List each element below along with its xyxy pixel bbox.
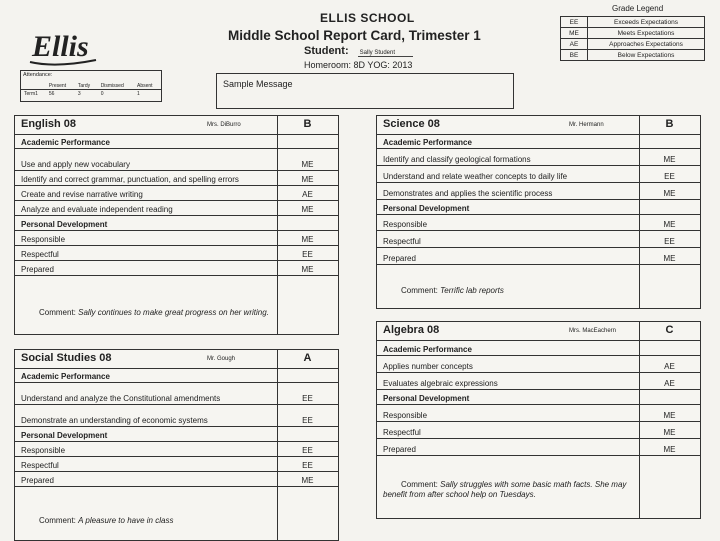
attendance-value-row	[21, 90, 161, 98]
legend-code: AE	[561, 39, 588, 50]
table-row	[15, 245, 338, 261]
section-title: Academic Performance	[383, 138, 472, 147]
legend-code: BE	[561, 50, 588, 61]
section-title: Personal Development	[383, 204, 470, 213]
table-row	[377, 148, 700, 166]
skill-description: Understand and analyze the Constitutional amendments	[21, 394, 221, 403]
report-card-title: Middle School Report Card, Trimester 1	[228, 28, 481, 43]
school-logo	[26, 22, 126, 70]
skill-grade: EE	[664, 237, 675, 246]
homeroom-info: Homeroom: 8D YOG: 2013	[304, 60, 413, 70]
skill-description: Use and apply new vocabulary	[21, 160, 130, 169]
table-row	[15, 382, 338, 405]
legend-description: Below Expectations	[588, 50, 705, 61]
subject-name: English 08	[21, 118, 77, 130]
skill-grade: EE	[302, 446, 313, 455]
subject-header	[15, 116, 338, 135]
legend-code: EE	[561, 17, 588, 28]
table-row	[15, 471, 338, 487]
teacher-name: Mrs. MacEachern	[569, 328, 617, 334]
teacher-comment	[383, 480, 646, 500]
subject-header	[377, 116, 700, 135]
skill-description: Respectful	[383, 428, 421, 437]
legend-code: ME	[561, 28, 588, 39]
table-row	[15, 230, 338, 246]
skill-grade: ME	[301, 476, 314, 485]
table-row	[15, 441, 338, 457]
skill-description: Prepared	[21, 476, 54, 485]
teacher-name: Mrs. DiBurro	[207, 122, 241, 128]
skill-grade: ME	[663, 155, 676, 164]
table-row	[377, 230, 700, 248]
table-row	[15, 404, 338, 427]
legend-row	[561, 39, 705, 50]
attendance-value-cell: Term1	[21, 90, 46, 98]
section-header	[15, 215, 338, 231]
teacher-name: Mr. Gough	[207, 356, 236, 362]
legend-row	[561, 50, 705, 61]
subject-panel-social-studies-08	[14, 349, 339, 541]
table-row	[377, 372, 700, 390]
skill-grade: ME	[663, 445, 676, 454]
section-header	[15, 135, 338, 149]
skill-description: Responsible	[383, 411, 428, 420]
student-line	[304, 45, 413, 57]
table-row	[377, 247, 700, 265]
skill-grade: ME	[663, 428, 676, 437]
skill-description: Demonstrate an understanding of economic systems	[21, 416, 208, 425]
comment-label: Comment:	[39, 516, 79, 525]
attendance-header-cell: Present	[48, 82, 67, 89]
attendance-box	[20, 70, 162, 102]
table-row	[377, 404, 700, 422]
skill-description: Evaluates algebraic expressions	[383, 379, 498, 388]
legend-row	[561, 17, 705, 28]
skill-description: Create and revise narrative writing	[21, 190, 143, 199]
skill-description: Respectful	[21, 461, 59, 470]
message-box	[216, 73, 514, 109]
skill-grade: ME	[663, 220, 676, 229]
legend-title: Grade Legend	[612, 4, 664, 13]
subject-name: Algebra 08	[383, 324, 440, 336]
legend-description: Meets Expectations	[588, 28, 705, 39]
skill-grade: ME	[301, 235, 314, 244]
skill-description: Responsible	[383, 220, 428, 229]
comment-label: Comment:	[39, 308, 79, 317]
skill-description: Respectful	[21, 250, 59, 259]
skill-grade: EE	[302, 250, 313, 259]
legend-row	[561, 28, 705, 39]
attendance-value-cell: 3	[75, 90, 98, 98]
skill-description: Prepared	[383, 445, 416, 454]
skill-grade: ME	[301, 205, 314, 214]
student-name: Sally Student	[358, 50, 413, 57]
overall-grade: C	[665, 324, 674, 336]
comment-label: Comment:	[401, 480, 441, 489]
skill-grade: ME	[301, 265, 314, 274]
section-header	[15, 426, 338, 442]
table-row	[15, 185, 338, 201]
table-row	[377, 421, 700, 439]
skill-grade: AE	[664, 379, 675, 388]
skill-grade: ME	[663, 189, 676, 198]
skill-description: Understand and relate weather concepts to daily life	[383, 172, 568, 181]
attendance-header-cell: Dismissed	[100, 82, 124, 89]
table-row	[377, 438, 700, 456]
subject-panel-english-08	[14, 115, 339, 335]
school-name: ELLIS SCHOOL	[320, 11, 415, 25]
section-header	[15, 369, 338, 383]
subject-panel-algebra-08	[376, 321, 701, 519]
skill-grade: ME	[301, 175, 314, 184]
comment-label: Comment:	[401, 286, 441, 295]
skill-description: Applies number concepts	[383, 362, 473, 371]
section-title: Personal Development	[383, 394, 470, 403]
legend-description: Exceeds Expectations	[588, 17, 705, 28]
teacher-comment	[383, 286, 646, 296]
skill-grade: ME	[663, 411, 676, 420]
attendance-value-cell: 1	[134, 90, 161, 98]
skill-grade: AE	[664, 362, 675, 371]
skill-description: Responsible	[21, 235, 66, 244]
skill-description: Analyze and evaluate independent reading	[21, 205, 173, 214]
overall-grade: B	[665, 118, 674, 130]
section-header	[377, 389, 700, 405]
attendance-header-cell: Tardy	[77, 82, 91, 89]
table-row	[15, 148, 338, 171]
attendance-header-cell	[21, 82, 46, 90]
section-header	[377, 135, 700, 149]
attendance-value-cell: 0	[98, 90, 134, 98]
subject-name: Social Studies 08	[21, 352, 112, 364]
svg-text:Ellis: Ellis	[32, 30, 89, 63]
grade-legend	[560, 16, 705, 61]
table-row	[15, 170, 338, 186]
subject-panel-science-08	[376, 115, 701, 309]
student-label: Student:	[304, 45, 349, 57]
section-title: Personal Development	[21, 431, 108, 440]
table-row	[15, 456, 338, 472]
teacher-comment	[21, 308, 284, 318]
message-text: Sample Message	[223, 79, 293, 89]
comment-text: A pleasure to have in class	[78, 516, 174, 525]
skill-grade: ME	[301, 160, 314, 169]
table-row	[15, 200, 338, 216]
legend-description: Approaches Expectations	[588, 39, 705, 50]
skill-grade: EE	[302, 394, 313, 403]
skill-grade: EE	[664, 172, 675, 181]
skill-grade: EE	[302, 416, 313, 425]
overall-grade: B	[303, 118, 312, 130]
skill-grade: EE	[302, 461, 313, 470]
attendance-value-cell: 56	[46, 90, 75, 98]
skill-description: Prepared	[21, 265, 54, 274]
subject-header	[377, 322, 700, 341]
subject-name: Science 08	[383, 118, 440, 130]
skill-description: Identify and correct grammar, punctuation, and spelling errors	[21, 175, 239, 184]
table-row	[15, 260, 338, 276]
comment-text: Terrific lab reports	[440, 286, 504, 295]
teacher-comment	[21, 516, 284, 526]
overall-grade: A	[303, 352, 312, 364]
attendance-header-row	[21, 82, 161, 90]
attendance-label: Attendance:	[23, 72, 53, 78]
attendance-header-cell: Absent	[137, 82, 153, 89]
section-title: Academic Performance	[21, 372, 110, 381]
skill-description: Respectful	[383, 237, 421, 246]
comment-text: Sally struggles with some basic math facts. She may benefit from after school help on Tuesdays.	[383, 480, 627, 499]
table-row	[377, 182, 700, 200]
skill-grade: AE	[302, 190, 313, 199]
table-row	[377, 214, 700, 231]
teacher-name: Mr. Hermann	[569, 122, 604, 128]
table-row	[377, 355, 700, 373]
section-title: Academic Performance	[21, 138, 110, 147]
skill-description: Responsible	[21, 446, 66, 455]
table-row	[377, 165, 700, 183]
skill-description: Identify and classify geological formations	[383, 155, 531, 164]
section-title: Academic Performance	[383, 345, 472, 354]
skill-grade: ME	[663, 254, 676, 263]
comment-text: Sally continues to make great progress on her writing.	[78, 308, 269, 317]
section-title: Personal Development	[21, 220, 108, 229]
skill-description: Prepared	[383, 254, 416, 263]
skill-description: Demonstrates and applies the scientific process	[383, 189, 553, 198]
section-header	[377, 341, 700, 356]
subject-header	[15, 350, 338, 369]
section-header	[377, 199, 700, 215]
